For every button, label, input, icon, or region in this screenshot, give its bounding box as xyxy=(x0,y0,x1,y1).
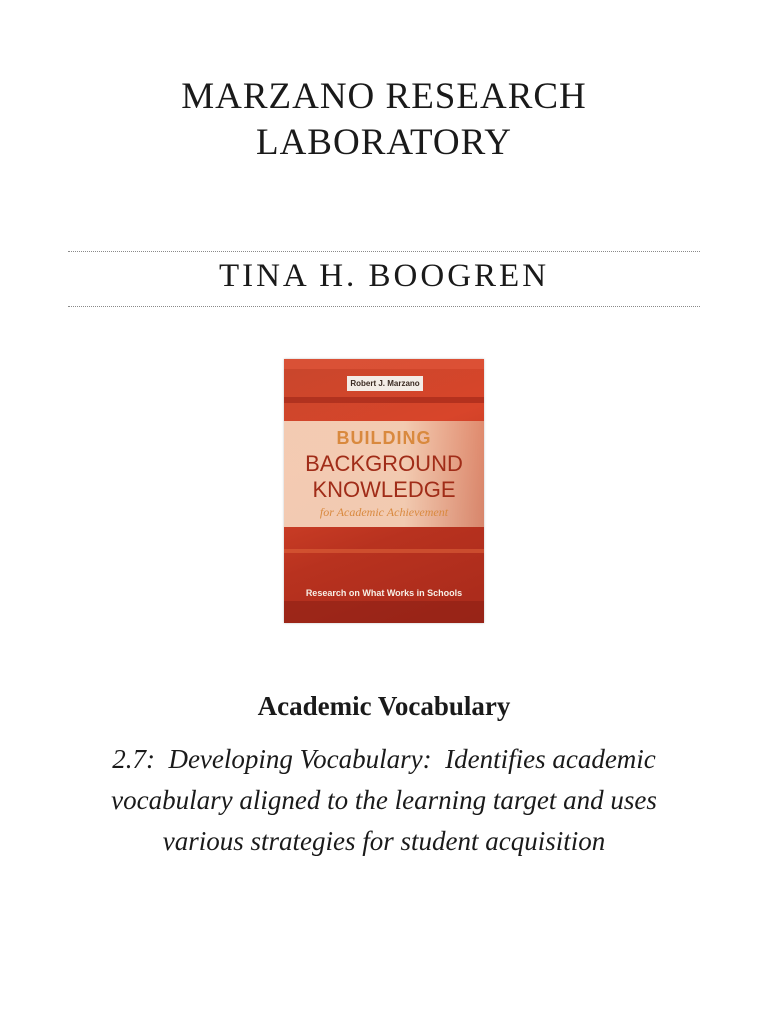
organization-title xyxy=(0,74,768,166)
author-name: TINA H. BOOGREN xyxy=(218,258,550,294)
section-description: 2.7: Developing Vocabulary: Identifies academic vocabulary aligned to the learning target and uses various strategies for student acquisition xyxy=(111,744,664,856)
cover-title-line-2: BACKGROUND xyxy=(305,451,463,476)
cover-author: Robert J. Marzano xyxy=(347,376,423,391)
bottom-divider xyxy=(68,306,700,307)
cover-stripe xyxy=(284,601,484,623)
cover-stripe xyxy=(284,549,484,553)
top-divider xyxy=(68,251,700,252)
cover-title-line-1: BUILDING xyxy=(336,428,432,448)
cover-stripe xyxy=(284,397,484,403)
book-cover-image xyxy=(284,359,484,623)
organization-title-line-2: LABORATORY xyxy=(255,122,513,163)
cover-tagline: Research on What Works in Schools xyxy=(305,588,463,598)
organization-title-line-1: MARZANO RESEARCH xyxy=(181,76,587,117)
cover-stripe xyxy=(284,359,484,369)
cover-title-line-3: KNOWLEDGE xyxy=(312,477,456,502)
cover-subtitle: for Academic Achievement xyxy=(319,505,449,519)
section-heading: Academic Vocabulary xyxy=(257,691,511,721)
